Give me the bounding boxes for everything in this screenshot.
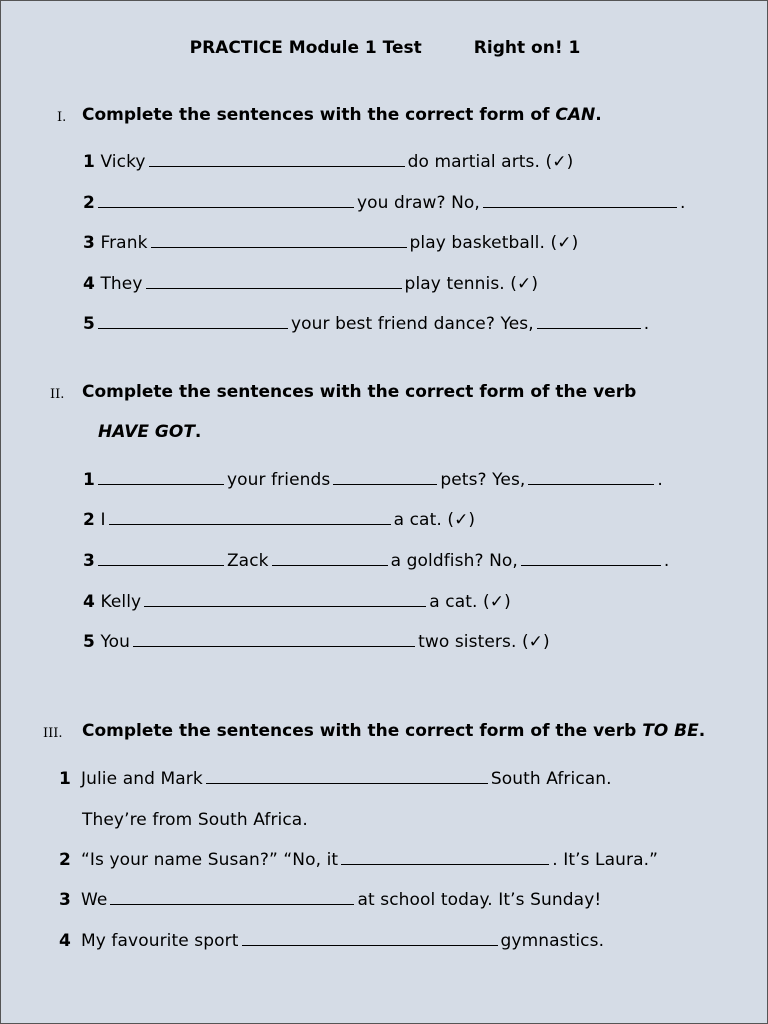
- answer-blank[interactable]: [98, 551, 224, 566]
- section-1-item-1: 1 Vicky do martial arts. (✓): [83, 152, 574, 172]
- section-3-item-4: 4 My favourite sport gymnastics.: [59, 931, 605, 951]
- answer-blank[interactable]: [98, 193, 354, 208]
- answer-blank[interactable]: [333, 470, 437, 485]
- test-title: PRACTICE Module 1 Test: [189, 38, 422, 58]
- section-1-item-2: 2 you draw? No, .: [83, 193, 686, 213]
- section-3-item-2: 2 “Is your name Susan?” “No, it . It’s Laura.”: [59, 850, 659, 870]
- answer-blank[interactable]: [242, 931, 498, 946]
- answer-blank[interactable]: [98, 314, 288, 329]
- answer-blank[interactable]: [483, 193, 677, 208]
- answer-blank[interactable]: [537, 314, 641, 329]
- answer-blank[interactable]: [341, 850, 549, 865]
- answer-blank[interactable]: [151, 233, 407, 248]
- section-3-item-1-note: They’re from South Africa.: [82, 810, 308, 830]
- answer-blank[interactable]: [206, 769, 488, 784]
- answer-blank[interactable]: [133, 632, 415, 647]
- section-3-title: Complete the sentences with the correct form of the verb TO BE.: [82, 721, 706, 741]
- section-2-item-1: 1 your friends pets? Yes, .: [83, 470, 663, 490]
- book-title: Right on! 1: [473, 38, 581, 58]
- answer-blank[interactable]: [144, 592, 426, 607]
- answer-blank[interactable]: [146, 274, 402, 289]
- answer-blank[interactable]: [521, 551, 661, 566]
- section-1-number: I.: [57, 110, 67, 125]
- answer-blank[interactable]: [149, 152, 405, 167]
- answer-blank[interactable]: [98, 470, 224, 485]
- answer-blank[interactable]: [110, 890, 354, 905]
- section-1-item-5: 5 your best friend dance? Yes, .: [83, 314, 650, 334]
- section-2-item-3: 3 Zack a goldfish? No, .: [83, 551, 670, 571]
- worksheet-header: [1, 38, 768, 58]
- answer-blank[interactable]: [272, 551, 388, 566]
- section-1-item-3: 3 Frank play basketball. (✓): [83, 233, 579, 253]
- section-3-number: III.: [43, 726, 63, 741]
- section-2-item-2: 2 I a cat. (✓): [83, 510, 476, 530]
- section-2-item-5: 5 You two sisters. (✓): [83, 632, 550, 652]
- section-3-item-1: 1 Julie and Mark South African.: [59, 769, 612, 789]
- section-2-title-verb: HAVE GOT.: [98, 422, 202, 442]
- section-3-item-3: 3 We at school today. It’s Sunday!: [59, 890, 602, 910]
- section-1-item-4: 4 They play tennis. (✓): [83, 274, 539, 294]
- answer-blank[interactable]: [109, 510, 391, 525]
- section-2-number: II.: [50, 387, 65, 402]
- section-1-title: Complete the sentences with the correct form of CAN.: [82, 105, 602, 125]
- section-2-title: Complete the sentences with the correct form of the verb: [82, 382, 637, 402]
- answer-blank[interactable]: [528, 470, 654, 485]
- section-2-item-4: 4 Kelly a cat. (✓): [83, 592, 511, 612]
